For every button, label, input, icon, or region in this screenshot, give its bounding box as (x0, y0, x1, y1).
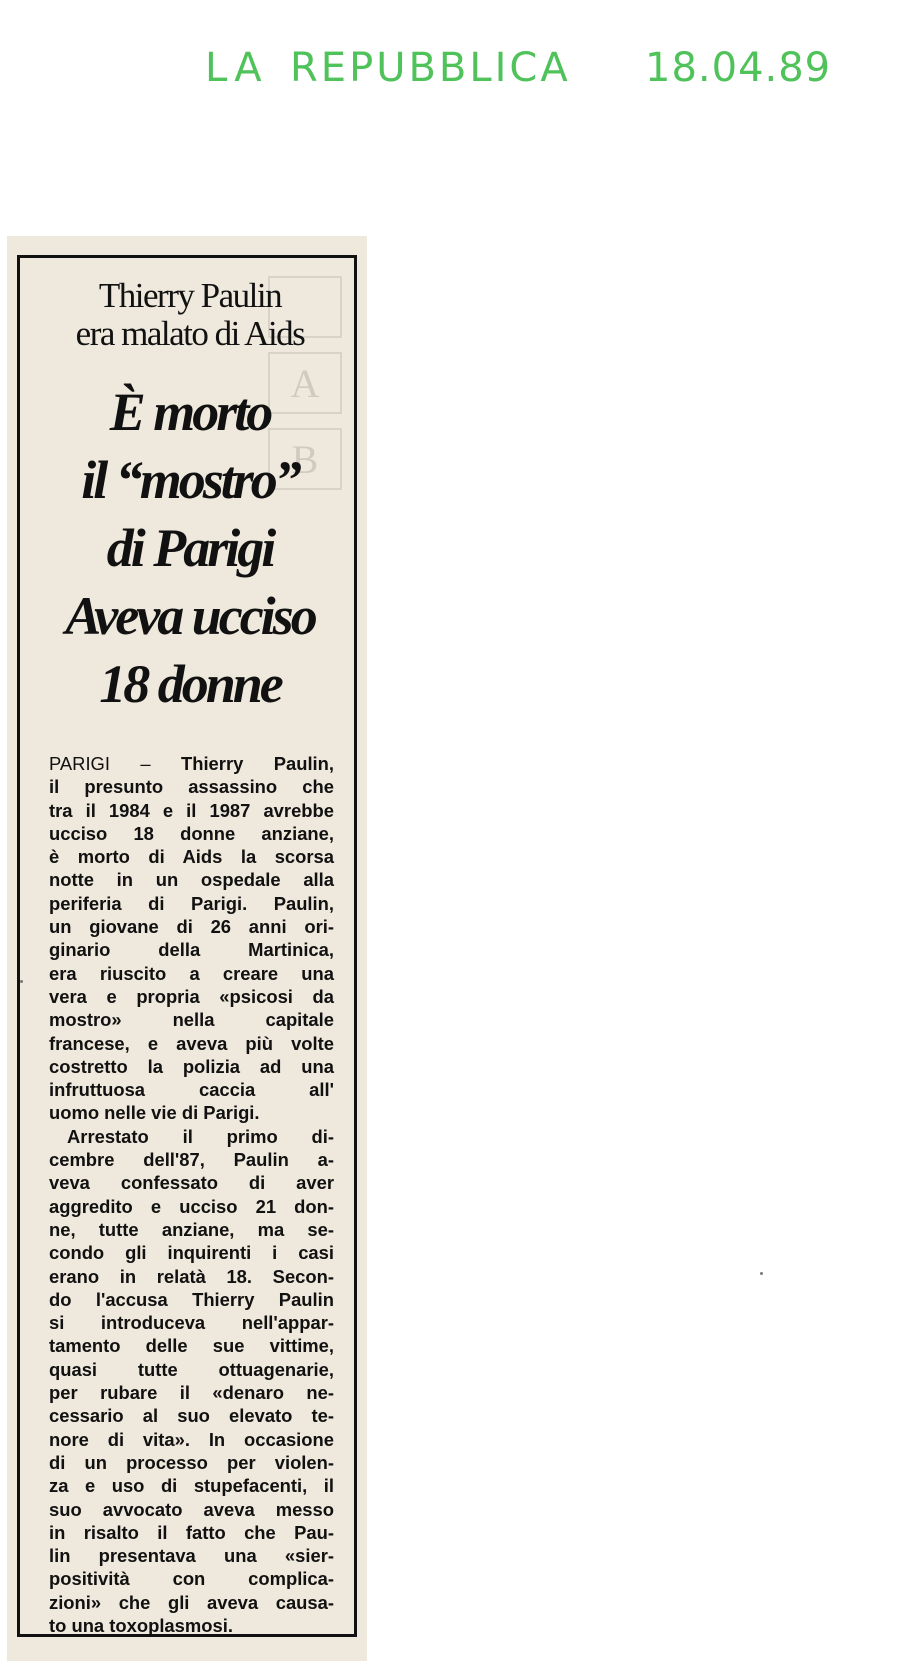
body-line: ucciso 18 donne anziane, (49, 822, 334, 844)
article-body (49, 752, 334, 1637)
body-line: per rubare il «denaro ne- (49, 1382, 334, 1404)
body-line: un giovane di 26 anni ori- (49, 916, 334, 938)
body-line: uomo nelle vie di Parigi. (49, 1102, 260, 1124)
body-line: tamento delle sue vittime, (49, 1335, 334, 1357)
body-line: lin presentava una «sier- (49, 1545, 334, 1567)
body-line: vera e propria «psicosi da (49, 985, 334, 1007)
ghost-letter-b: B (268, 428, 342, 490)
kicker-line: era malato di Aids (75, 314, 305, 353)
body-line (49, 752, 334, 775)
body-line: ne, tutte anziane, ma se- (49, 1218, 334, 1240)
headline-line: il “mostro” (81, 450, 299, 510)
annotation-publication-repubblica: REPUBBLICA (290, 45, 571, 91)
body-line: costretto la polizia ad una (49, 1055, 334, 1077)
body-line: veva confessato di aver (49, 1172, 334, 1194)
body-line: condo gli inquirenti i casi (49, 1242, 334, 1264)
headline-line: È morto (109, 382, 271, 442)
body-line: erano in relatà 18. Secon- (49, 1265, 334, 1287)
kicker-line: Thierry Paulin (98, 276, 282, 315)
body-line: si introduceva nell'appar- (49, 1312, 334, 1334)
speck (760, 1272, 763, 1275)
body-line: mostro» nella capitale (49, 1009, 334, 1031)
speck (20, 980, 23, 983)
body-line: zioni» che gli aveva causa- (49, 1591, 334, 1613)
body-line: suo avvocato aveva messo (49, 1498, 334, 1520)
body-line: za e uso di stupefacenti, il (49, 1475, 334, 1497)
body-line: è morto di Aids la scorsa (49, 846, 334, 868)
body-line: era riuscito a creare una (49, 962, 334, 984)
body-line: quasi tutte ottuagenarie, (49, 1358, 334, 1380)
article-dateline: PARIGI – (49, 753, 151, 774)
ghost-letter-a: A (268, 352, 342, 414)
body-line: positività con complica- (49, 1568, 334, 1590)
body-line: di un processo per violen- (49, 1451, 334, 1473)
handwritten-annotation (205, 38, 885, 98)
body-line: nore di vita». In occasione (49, 1428, 334, 1450)
headline-line: Aveva ucciso (65, 586, 315, 646)
body-line: ginario della Martinica, (49, 939, 334, 961)
annotation-publication-la: LA (205, 45, 268, 91)
body-line: notte in un ospedale alla (49, 869, 334, 891)
body-line: do l'accusa Thierry Paulin (49, 1288, 334, 1310)
article-kicker (40, 277, 340, 353)
body-line: tra il 1984 e il 1987 avrebbe (49, 799, 334, 821)
body-line: to una toxoplasmosi. (49, 1614, 233, 1636)
body-line: il presunto assassino che (49, 776, 334, 798)
body-line: periferia di Parigi. Paulin, (49, 892, 334, 914)
body-line: Arrestato il primo di- (67, 1125, 334, 1147)
annotation-date: 18.04.89 (645, 45, 832, 91)
body-line: in risalto il fatto che Pau- (49, 1521, 334, 1543)
body-line: francese, e aveva più volte (49, 1032, 334, 1054)
body-line: cembre dell'87, Paulin a- (49, 1149, 334, 1171)
body-line: infruttuosa caccia all' (49, 1079, 334, 1101)
article-headline (30, 378, 350, 718)
headline-line: di Parigi (106, 518, 274, 578)
body-line: cessario al suo elevato te- (49, 1405, 334, 1427)
body-line-text: Thierry Paulin, (180, 753, 335, 774)
headline-line: 18 donne (99, 654, 281, 714)
body-line: aggredito e ucciso 21 don- (49, 1195, 334, 1217)
